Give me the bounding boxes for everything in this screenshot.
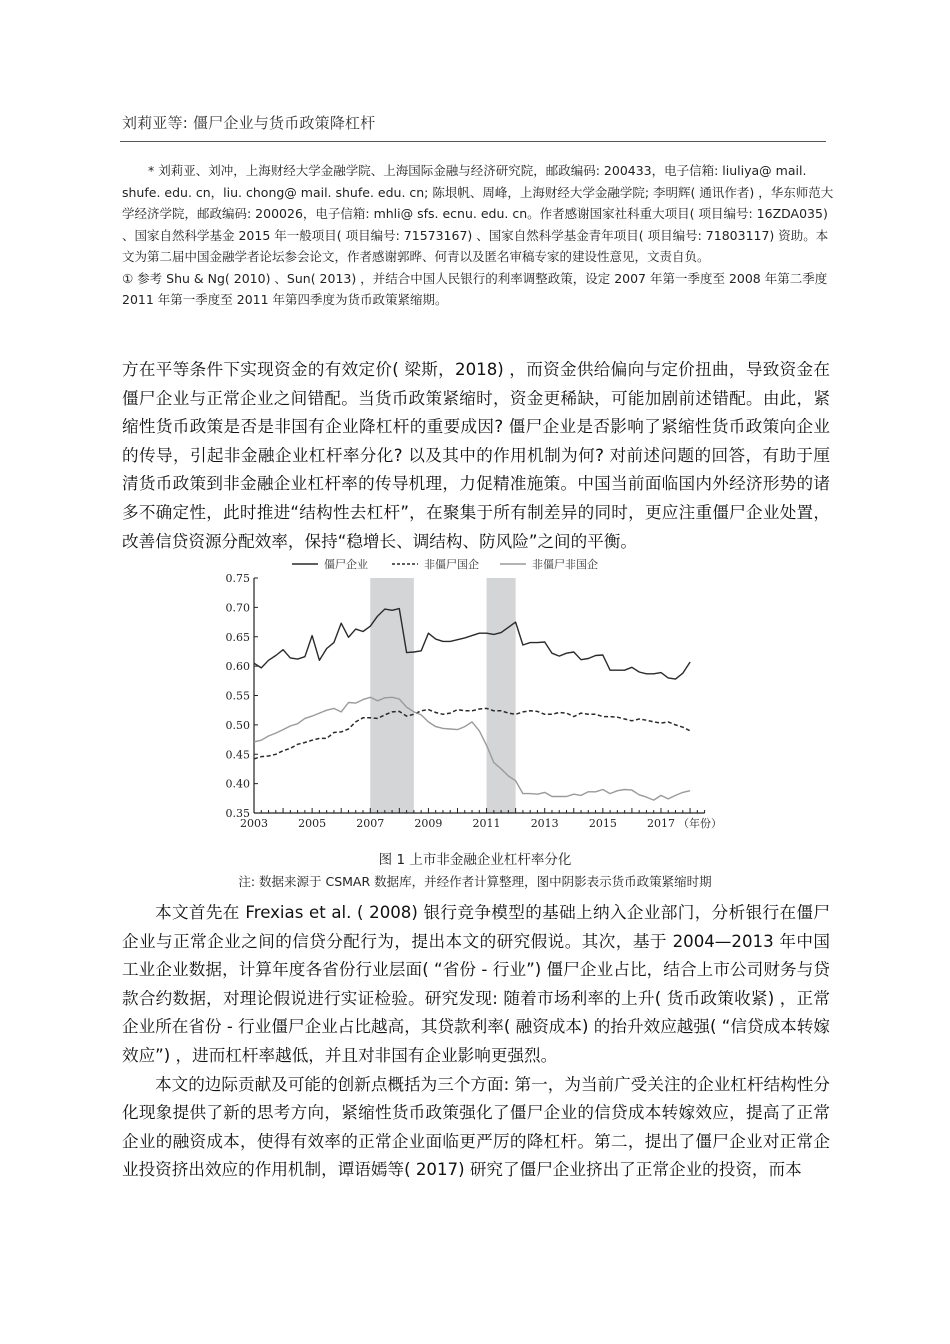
y-tick-label: 0.65 [225, 630, 250, 644]
figure-caption: 图 1 上市非金融企业杠杆率分化 [378, 852, 572, 868]
y-tick-label: 0.35 [225, 807, 250, 820]
shaded-period-1 [370, 578, 414, 813]
y-tick-label: 0.40 [225, 777, 250, 791]
paragraph-text: 方在平等条件下实现资金的有效定价( 梁斯，2018) ，而资金供给偏向与定价扭曲，导致资金在僵尸企业与正常企业之间错配。当货币政策紧缩时，资金更稀缺，可能加剧前述错配。由此，紧缩性货币政策是否是非国有企业降杠杆的重要成因? 僵尸企业是否影响了紧缩性货币政策向企业的传导，引起非金融企业杠杆率分化? 以及其中的作用机制为何? 对前述问题的回答，有助于厘清货币政策到非金融企业杠杆率的传导机理，力促精准施策。中国当前面临国内外经济形势的诸多不确定性，此时推进“结构性去杠杆”，在聚集于所有制差异的同时，更应注重僵尸企业处置，改善信贷资源分配效率，保持“稳增长、调结构、防风险”之间的平衡。 [122, 360, 830, 551]
x-tick-label: 2017 [646, 817, 675, 830]
legend-label-1: 僵尸企业 [324, 558, 368, 571]
footnotes [122, 160, 834, 311]
author-footnote: * 刘莉亚、刘冲，上海财经大学金融学院、上海国际金融与经济研究院，邮政编码: 200433，电子信箱: liuliya@ mail. shufe. edu. cn，liu. chong@ mail. shufe. edu. cn; 陈垠帆、周峰，上海财经大学金融学院; 李明辉( 通讯作者) ，华东师范大学经济学院，邮政编码: 200026，电子信箱: mhli@ sfs. ecnu. edu. cn。作者感谢国家社科重大项目( 项目编号: 16ZDA035) 、国家自然科学基金 2015 年一般项目( 项目编号: 71573167) 、国家自然科学基金青年项目( 项目编号: 71803117) 资助。本文为第二届中国金融学者论坛参会论文，作者感谢郭晔、何青以及匿名审稿专家的建设性意见，文责自负。 [122, 163, 834, 264]
figure-note: 注: 数据来源于 CSMAR 数据库，并经作者计算整理，图中阴影表示货币政策紧缩时期 [238, 874, 712, 889]
x-tick-label: 2011 [472, 817, 501, 830]
x-tick-label: 2005 [298, 817, 327, 830]
y-tick-label: 0.45 [225, 748, 250, 762]
line-chart [222, 555, 732, 840]
running-head: 刘莉亚等: 僵尸企业与货币政策降杠杆 [122, 114, 376, 132]
legend-label-3: 非僵尸非国企 [532, 558, 598, 571]
series-line-1 [254, 609, 690, 680]
paragraph-2: 本文首先在 Frexias et al. ( 2008) 银行竞争模型的基础上纳入企业部门，分析银行在僵尸企业与正常企业之间的信贷分配行为，提出本文的研究假说。其次，基于 2004—2013 年中国工业企业数据，计算年度各省份行业层面( “省份 - 行业”) 僵尸企业占比，结合上市公司财务与贷款合约数据，对理论假说进行实证检验。研究发现: 随着市场利率的上升( 货币政策收紧) ，正常企业所在省份 - 行业僵尸企业占比越高，其贷款利率( 融资成本) 的抬升效应越强( “信贷成本转嫁效应”) ，进而杠杆率越低，并且对非国有企业影响更强烈。 [122, 903, 830, 1065]
figure-leverage-chart [222, 555, 732, 840]
y-tick-label: 0.70 [225, 601, 250, 615]
y-tick-label: 0.55 [225, 689, 250, 703]
x-tick-label: 2009 [414, 817, 443, 830]
series-line-2 [254, 708, 690, 759]
body-paragraph-continued [122, 356, 830, 556]
header-rule [120, 141, 826, 142]
paragraph-3: 本文的边际贡献及可能的创新点概括为三个方面: 第一，为当前广受关注的企业杠杆结构性分化现象提供了新的思考方向，紧缩性货币政策强化了僵尸企业的信贷成本转嫁效应，提高了正常企业的融资成本，使得有效率的正常企业面临更严厉的降杠杆。第二，提出了僵尸企业对正常企业投资挤出效应的作用机制，谭语嫣等( 2017) 研究了僵尸企业挤出了正常企业的投资，而本 [122, 1074, 830, 1180]
footnote-1: ① 参考 Shu & Ng( 2010) 、Sun( 2013) ，并结合中国人民银行的利率调整政策，设定 2007 年第一季度至 2008 年第二季度 2011 年第一季度至 2011 年第四季度为货币政策紧缩期。 [122, 270, 828, 307]
series-line-3 [254, 697, 690, 800]
body-paragraphs [122, 899, 830, 1185]
x-tick-label: 2003 [240, 817, 268, 830]
x-tick-label: 2007 [356, 817, 385, 830]
y-tick-label: 0.60 [225, 660, 250, 674]
legend-label-2: 非僵尸国企 [424, 558, 479, 571]
y-tick-label: 0.50 [225, 718, 250, 732]
x-tick-label: 2015 [588, 817, 617, 830]
y-tick-label: 0.75 [225, 572, 250, 585]
x-axis-label: （年份） [677, 817, 722, 830]
x-tick-label: 2013 [530, 817, 559, 830]
